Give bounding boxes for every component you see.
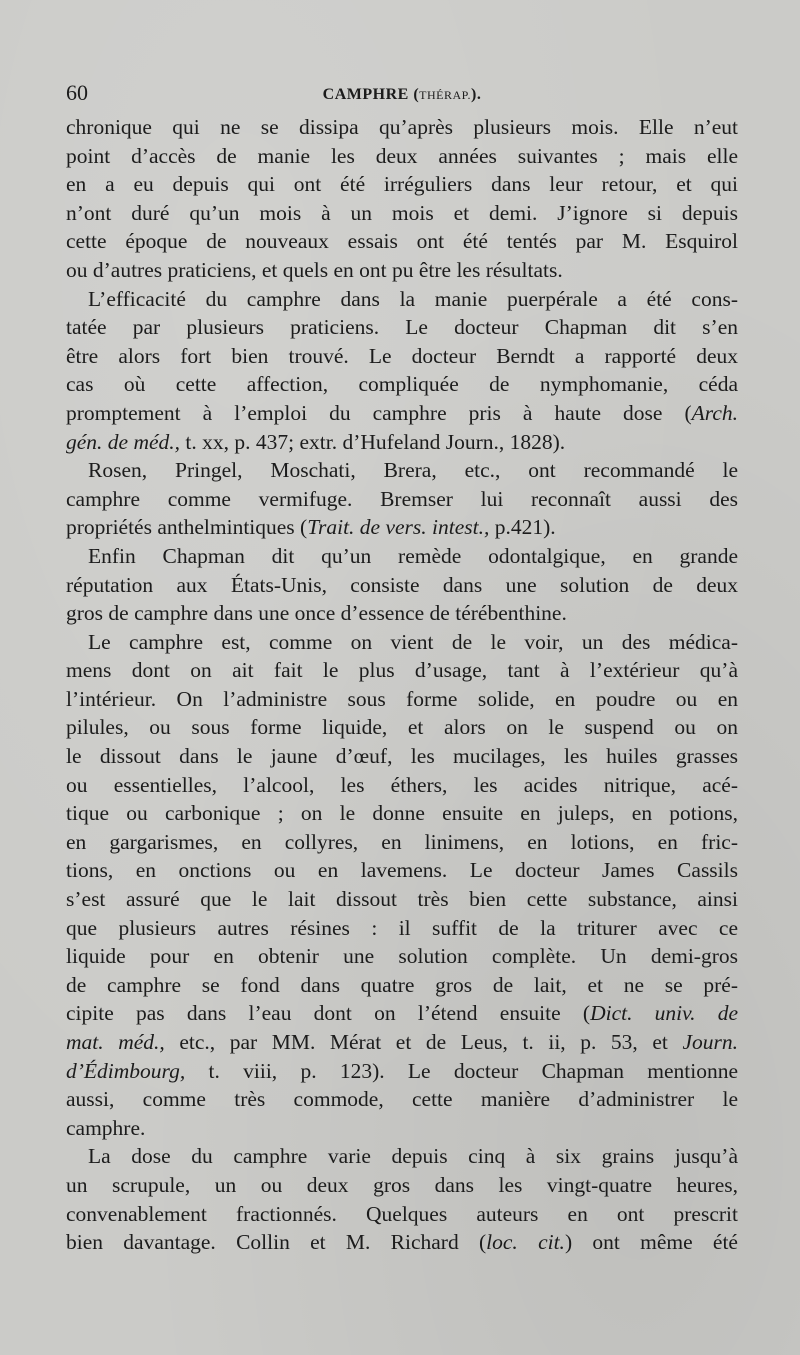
running-title-close: ). bbox=[471, 86, 482, 103]
text-segment: etc., par MM. Mérat et de Leus, t. ii, p. 53, et bbox=[164, 1030, 683, 1054]
text-line: en gargarismes, en collyres, en linimens, en lotions, en fric- bbox=[66, 829, 738, 854]
text-line bbox=[66, 1028, 738, 1057]
text-line: liquide pour en obtenir une solution complète. Un demi-gros bbox=[66, 944, 738, 969]
text-line: Le camphre est, comme on vient de le voir, un des médica- bbox=[88, 629, 738, 654]
italic-citation: Dict. univ. de bbox=[590, 1001, 738, 1026]
text-line: aussi, comme très commode, cette manière d’administrer le bbox=[66, 1087, 738, 1112]
italic-citation: mat. méd., bbox=[66, 1030, 165, 1054]
text-line: L’efficacité du camphre dans la manie puerpérale a été cons- bbox=[88, 286, 738, 311]
text-line: La dose du camphre varie depuis cinq à six grains jusqu’à bbox=[88, 1144, 738, 1169]
text-segment: p.421). bbox=[489, 515, 556, 540]
text-line bbox=[66, 513, 738, 542]
text-segment: t. viii, p. 123). Le docteur Chapman mentionne bbox=[185, 1058, 738, 1083]
text-line: gros de camphre dans une once d’essence de térébenthine. bbox=[66, 601, 567, 626]
text-line: mens dont on ait fait le plus d’usage, tant à l’extérieur qu’à bbox=[66, 658, 738, 683]
text-line: réputation aux États-Unis, consiste dans une solution de deux bbox=[66, 572, 738, 597]
text-line: ou d’autres praticiens, et quels en ont pu être les résultats. bbox=[66, 257, 563, 282]
text-line: camphre. bbox=[66, 1115, 146, 1140]
text-line: Enfin Chapman dit qu’un remède odontalgique, en grande bbox=[88, 543, 738, 568]
text-segment: t. xx, p. 437; extr. d’Hufeland Journ., 1828). bbox=[180, 429, 566, 454]
page-header bbox=[66, 78, 738, 108]
text-segment: promptement à l’emploi du camphre pris à haute dose ( bbox=[66, 400, 692, 425]
text-line: de camphre se fond dans quatre gros de lait, et ne se pré- bbox=[66, 972, 738, 997]
text-line: convenablement fractionnés. Quelques auteurs en ont prescrit bbox=[66, 1201, 738, 1226]
text-line: camphre comme vermifuge. Bremser lui reconnaît aussi des bbox=[66, 486, 738, 511]
text-line bbox=[66, 1228, 738, 1257]
text-line bbox=[66, 1057, 738, 1086]
running-title-open: ( bbox=[408, 86, 420, 103]
italic-citation: Trait. de vers. intest., bbox=[307, 515, 490, 540]
text-line: un scrupule, un ou deux gros dans les vingt-quatre heures, bbox=[66, 1172, 738, 1197]
running-title-main: CAMPHRE bbox=[322, 86, 409, 103]
text-line: s’est assuré que le lait dissout très bien cette substance, ainsi bbox=[66, 887, 738, 912]
text-line: que plusieurs autres résines : il suffit de la triturer avec ce bbox=[66, 915, 738, 940]
italic-citation: loc. cit. bbox=[486, 1230, 565, 1255]
text-segment: propriétés anthelmintiques ( bbox=[66, 515, 308, 540]
italic-citation: d’Édimbourg, bbox=[66, 1058, 186, 1083]
text-line: chronique qui ne se dissipa qu’après plusieurs mois. Elle n’eut bbox=[66, 115, 738, 139]
italic-citation: Arch. bbox=[691, 400, 738, 425]
text-line: n’ont duré qu’un mois à un mois et demi. J’ignore si depuis bbox=[66, 200, 738, 225]
page-number: 60 bbox=[66, 80, 88, 105]
text-line: cas où cette affection, compliquée de nymphomanie, céda bbox=[66, 372, 738, 397]
text-line bbox=[66, 399, 738, 428]
text-line: Rosen, Pringel, Moschati, Brera, etc., ont recommandé le bbox=[88, 458, 738, 483]
text-segment: cipite pas dans l’eau dont on l’étend ensuite ( bbox=[66, 1001, 591, 1026]
text-line: l’intérieur. On l’administre sous forme solide, en poudre ou en bbox=[66, 686, 738, 711]
text-line: le dissout dans le jaune d’œuf, les mucilages, les huiles grasses bbox=[66, 744, 738, 769]
text-line: en a eu depuis qui ont été irréguliers dans leur retour, et qui bbox=[66, 172, 738, 197]
text-line: tique ou carbonique ; on le donne ensuite en juleps, en potions, bbox=[66, 801, 738, 826]
text-line: être alors fort bien trouvé. Le docteur Berndt a rapporté deux bbox=[66, 343, 738, 368]
running-title-sub: THÉRAP. bbox=[419, 88, 471, 102]
text-line: tatée par plusieurs praticiens. Le docteur Chapman dit s’en bbox=[66, 315, 738, 340]
text-line bbox=[66, 999, 738, 1028]
text-line: tions, en onctions ou en lavemens. Le docteur James Cassils bbox=[66, 858, 738, 883]
text-segment: bien davantage. Collin et M. Richard ( bbox=[66, 1230, 487, 1255]
text-segment: ) ont même été bbox=[564, 1230, 738, 1255]
text-line: ou essentielles, l’alcool, les éthers, les acides nitrique, acé- bbox=[66, 772, 738, 797]
text-line bbox=[66, 428, 738, 457]
italic-citation: Journ. bbox=[682, 1030, 738, 1054]
running-title bbox=[66, 80, 738, 110]
text-line: point d’accès de manie les deux années suivantes ; mais elle bbox=[66, 143, 738, 168]
body-text bbox=[66, 113, 738, 1257]
italic-citation: gén. de méd., bbox=[66, 429, 181, 454]
text-line: cette époque de nouveaux essais ont été tentés par M. Esquirol bbox=[66, 229, 738, 254]
text-line: pilules, ou sous forme liquide, et alors on le suspend ou on bbox=[66, 715, 738, 740]
